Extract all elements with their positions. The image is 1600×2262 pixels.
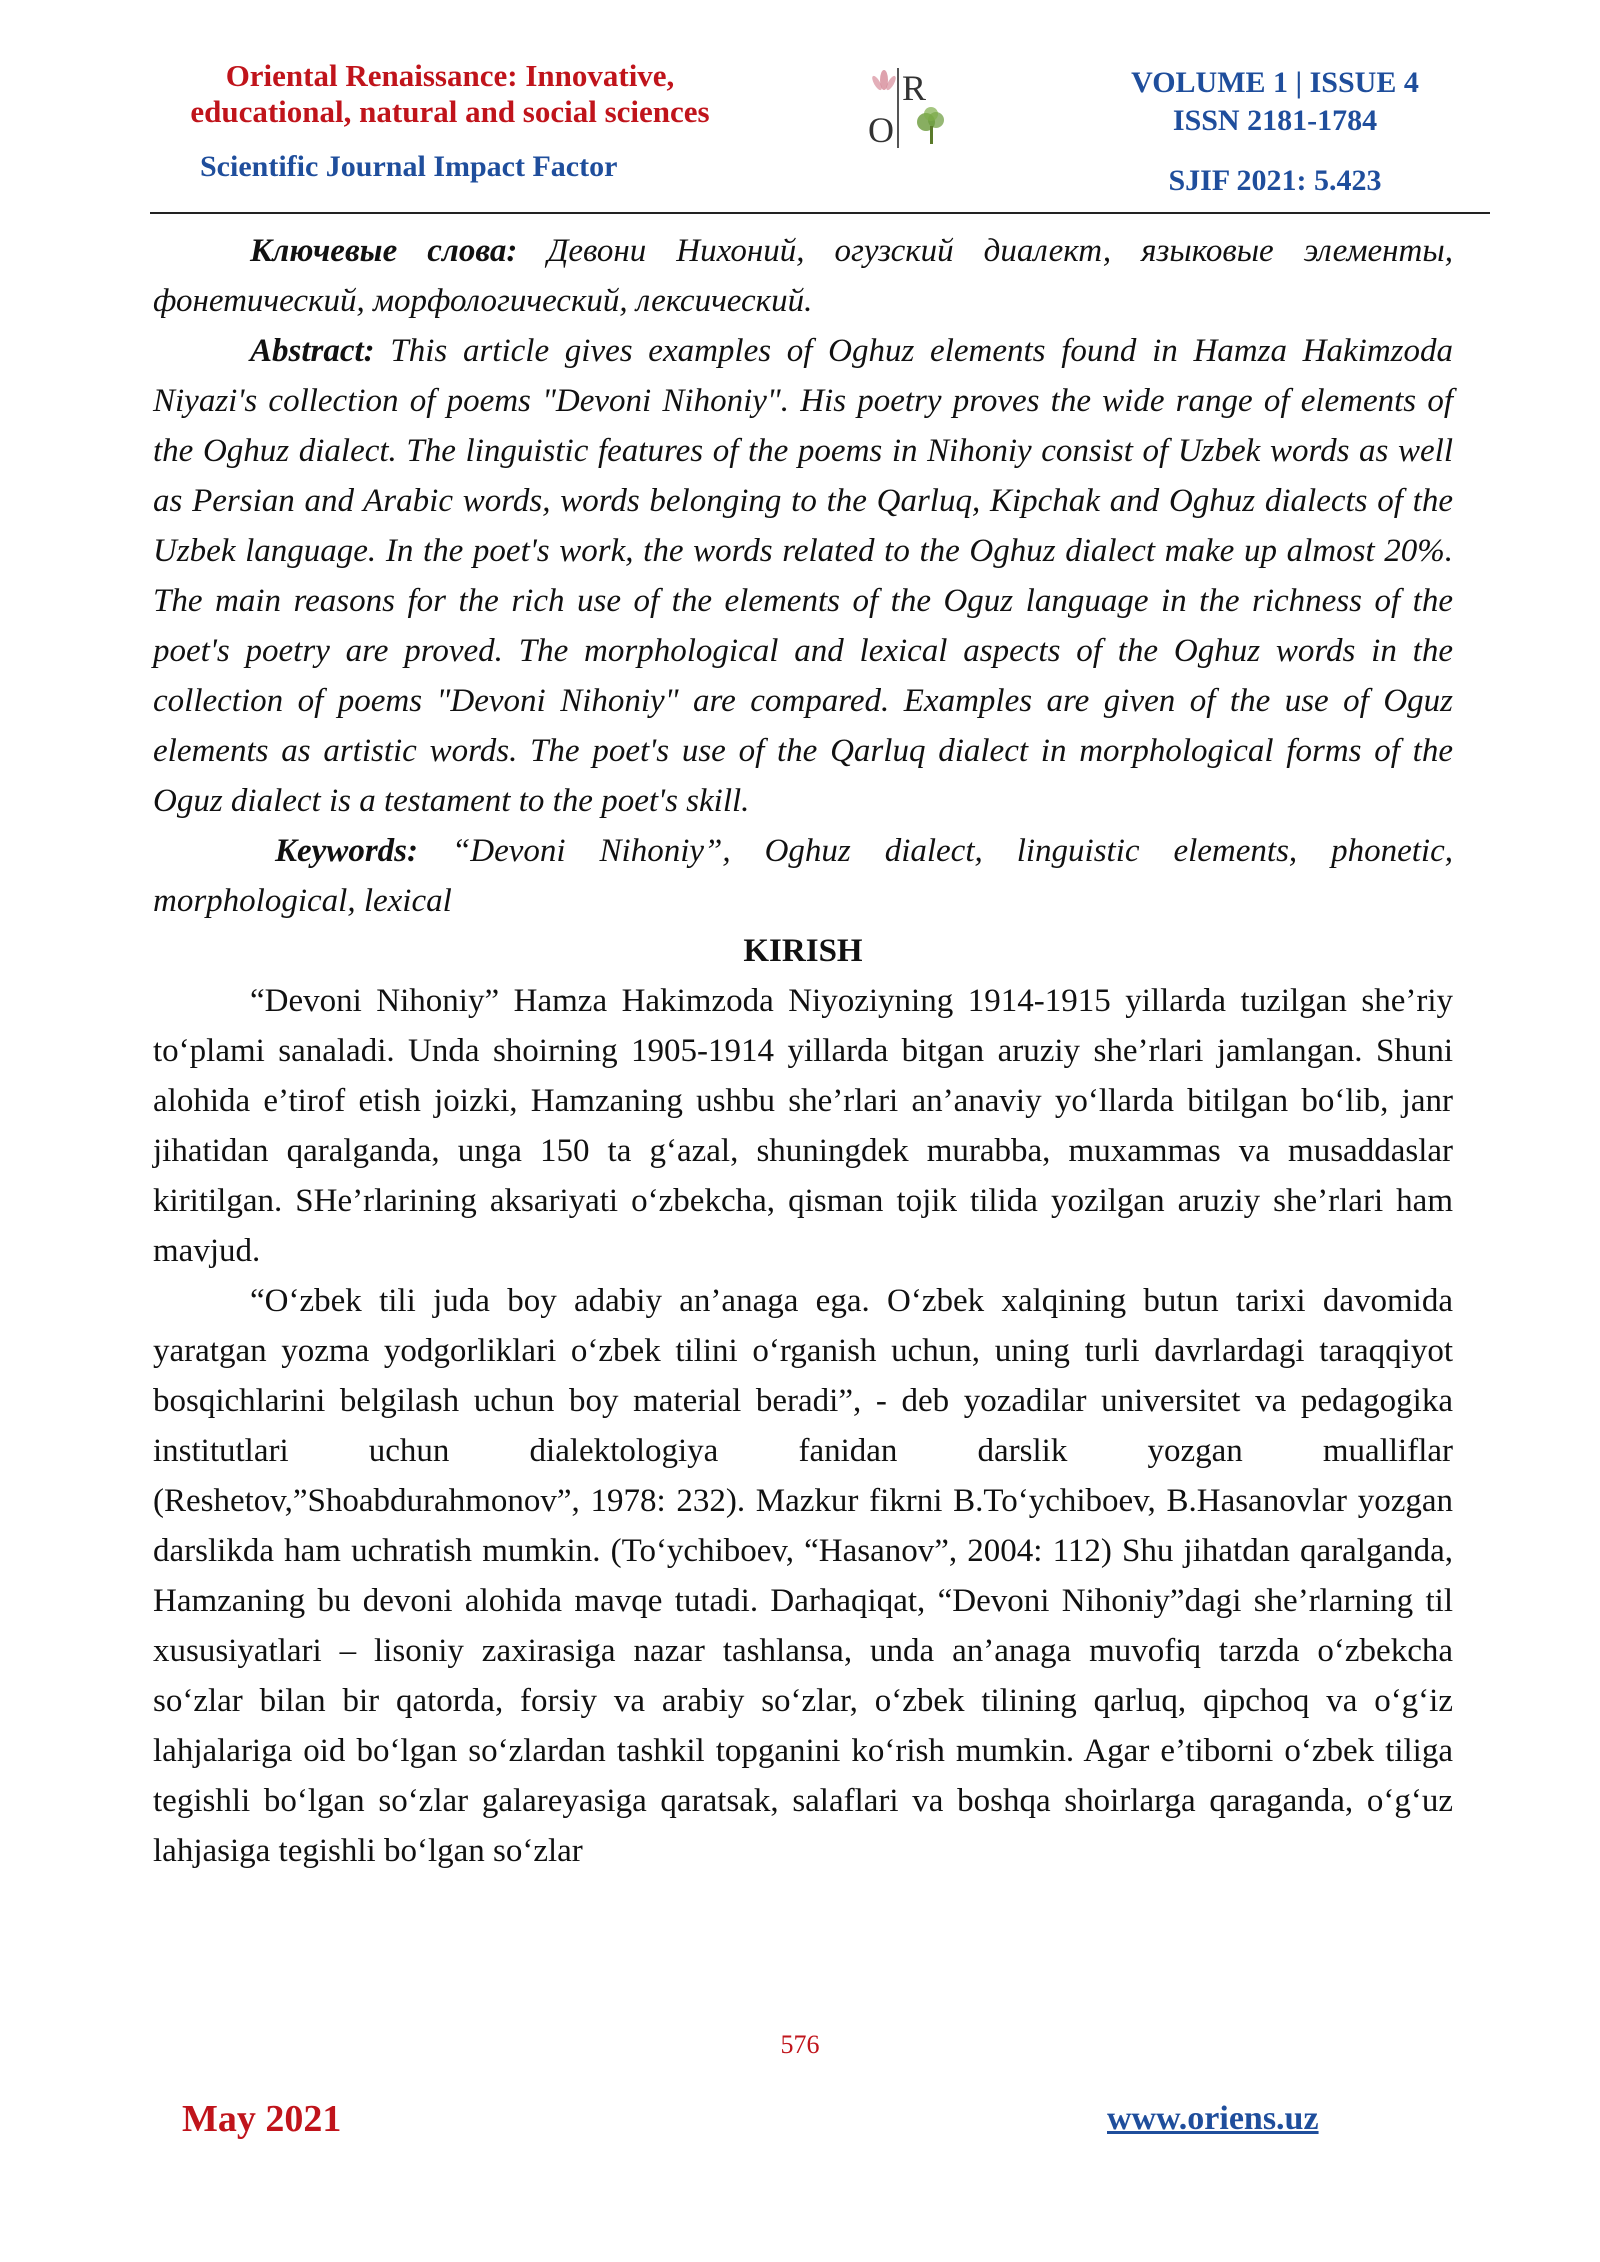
volume-issue: VOLUME 1 | ISSUE 4	[1131, 66, 1419, 99]
logo-icon	[862, 62, 972, 152]
page-number: 576	[780, 2030, 820, 2059]
logo-letter-o: O	[868, 110, 894, 150]
paragraph: “Devoni Nihoniy” Hamza Hakimzoda Niyoziyning 1914-1915 yillarda tuzilgan she’riy to‘plami sanaladi. Unda shoirning 1905-1914 yillarda bitgan aruziy she’rlari jamlangan. Shuni alohida e’tirof etish joizki, Hamzaning ushbu she’rlari an’anaviy yo‘llarda bitilgan bo‘lib, janr jihatidan qaralganda, unga 150 ta g‘azal, shuningdek murabba, muxammas va musaddaslar kiritilgan. SHe’rlarining aksariyati o‘zbekcha, qisman tojik tilida yozilgan aruziy she’rlari ham mavjud.	[153, 983, 1453, 1269]
keywords-ru-text: Девони Нихоний, огузский диалект, языковые элементы, фонетический, морфологический, лексический.	[153, 233, 1453, 319]
sjif: SJIF 2021: 5.423	[1168, 164, 1382, 197]
keywords-ru-label: Ключевые слова:	[250, 233, 518, 269]
keywords-en-label: Keywords:	[275, 833, 418, 869]
abstract-text: This article gives examples of Oghuz elements found in Hamza Hakimzoda Niyazi's collection of poems "Devoni Nihoniy". His poetry proves the wide range of elements of the Oghuz dialect. The linguistic features of the poems in Nihoniy consist of Uzbek words as well as Persian and Arabic words, words belonging to the Qarluq, Kipchak and Oghuz dialects of the Uzbek language. In the poet's work, the words related to the Oghuz dialect make up almost 20%. The main reasons for the rich use of the elements of the Oguz language in the richness of the poet's poetry are proved. The morphological and lexical aspects of the Oghuz words in the collection of poems "Devoni Nihoniy" are compared. Examples are given of the use of Oguz elements as artistic words. The poet's use of the Qarluq dialect in morphological forms of the Oguz dialect is a testament to the poet's skill.	[153, 333, 1453, 819]
journal-header-left	[150, 58, 750, 184]
footer-date: May 2021	[182, 2098, 342, 2140]
issn: ISSN 2181-1784	[1172, 104, 1378, 137]
keywords-en-text: “Devoni Nihoniy”, Oghuz dialect, linguistic elements, phonetic, morphological, lexical	[153, 833, 1453, 919]
footer-url-link[interactable]: www.oriens.uz	[1107, 2100, 1319, 2137]
journal-title-line2: educational, natural and social sciences	[190, 94, 710, 129]
article-body	[153, 226, 1453, 1876]
journal-title-line1: Oriental Renaissance: Innovative,	[225, 58, 675, 93]
logo-letter-r: R	[902, 68, 927, 108]
section-heading: KIRISH	[743, 933, 863, 969]
impact-factor-label: Scientific Journal Impact Factor	[200, 150, 618, 183]
keywords-ru	[153, 226, 1453, 326]
keywords-en	[153, 826, 1453, 926]
abstract-label: Abstract:	[250, 333, 375, 369]
journal-logo	[862, 62, 972, 152]
journal-header-right	[1080, 64, 1470, 200]
paragraph: “O‘zbek tili juda boy adabiy an’anaga ega. O‘zbek xalqining butun tarixi davomida yaratgan yozma yodgorliklari o‘zbek tilini o‘rganish uchun, uning turli davrlardagi taraqqiyot bosqichlarini belgilash uchun boy material beradi”, - deb yozadilar universitet va pedagogika institutlari uchun dialektologiya fanidan darslik yozgan mualliflar (Reshetov,”Shoabdurahmonov”, 1978: 232). Mazkur fikrni B.To‘ychiboev, B.Hasanovlar yozgan darslikda ham uchratish mumkin. (To‘ychiboev, “Hasanov”, 2004: 112) Shu jihatdan qaralganda, Hamzaning bu devoni alohida mavqe tutadi. Darhaqiqat, “Devoni Nihoniy”dagi she’rlarning til xususiyatlari – lisoniy zaxirasiga nazar tashlansa, unda an’anaga muvofiq tarzda o‘zbekcha so‘zlar bilan bir qatorda, forsiy va arabiy so‘zlar, o‘zbek tilining qarluq, qipchoq va o‘g‘iz lahjalariga oid bo‘lgan so‘zlardan tashkil topganini ko‘rish mumkin. Agar e’tiborni o‘zbek tiliga tegishli bo‘lgan so‘zlar galareyasiga qaratsak, salaflari va boshqa shoirlarga qaraganda, o‘g‘uz lahjasiga tegishli bo‘lgan so‘zlar	[153, 1283, 1453, 1869]
abstract	[153, 326, 1453, 826]
header-divider	[150, 212, 1490, 214]
